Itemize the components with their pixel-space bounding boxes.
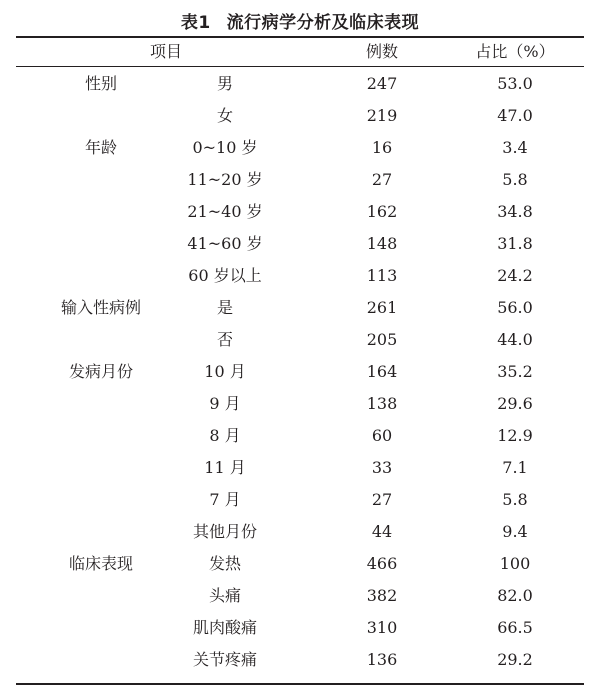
subcategory-cell: 是 <box>216 298 233 317</box>
count-cell: 16 <box>371 138 393 157</box>
table-row <box>0 132 600 164</box>
percent-cell: 24.2 <box>497 266 533 285</box>
count-cell: 27 <box>371 490 393 509</box>
table-row <box>0 356 600 388</box>
percent-cell: 3.4 <box>502 138 528 157</box>
count-cell: 60 <box>371 426 393 445</box>
count-cell: 148 <box>366 234 398 253</box>
table-row <box>0 420 600 452</box>
count-cell: 205 <box>366 330 398 349</box>
caption-number: 表1 <box>180 13 211 33</box>
subcategory-cell: 9 月 <box>209 394 241 413</box>
table-caption <box>0 8 600 33</box>
subcategory-cell: 8 月 <box>209 426 241 445</box>
subcategory-cell: 男 <box>216 74 233 93</box>
header-count: 例数 <box>365 42 398 61</box>
table-row <box>0 164 600 196</box>
table-row <box>0 260 600 292</box>
count-cell: 44 <box>371 522 393 541</box>
percent-cell: 53.0 <box>497 74 533 93</box>
table-row <box>0 644 600 676</box>
subcategory-cell: 其他月份 <box>192 522 257 541</box>
header-item: 项目 <box>149 42 182 61</box>
table-row <box>0 612 600 644</box>
table-row <box>0 484 600 516</box>
subcategory-cell: 7 月 <box>209 490 241 509</box>
percent-cell: 82.0 <box>497 586 533 605</box>
percent-cell: 29.6 <box>497 394 533 413</box>
percent-cell: 66.5 <box>497 618 533 637</box>
category-cell: 年龄 <box>84 138 117 157</box>
category-cell: 发病月份 <box>68 362 133 381</box>
bottom-rule <box>16 683 584 685</box>
percent-cell: 7.1 <box>502 458 528 477</box>
percent-cell: 34.8 <box>497 202 533 221</box>
subcategory-cell: 41~60 岁 <box>187 234 263 253</box>
percent-cell: 31.8 <box>497 234 533 253</box>
count-cell: 162 <box>366 202 398 221</box>
caption-title: 流行病学分析及临床表现 <box>226 13 420 33</box>
subcategory-cell: 关节疼痛 <box>192 650 257 669</box>
table-row <box>0 580 600 612</box>
count-cell: 113 <box>366 266 398 285</box>
count-cell: 27 <box>371 170 393 189</box>
subcategory-cell: 否 <box>216 330 233 349</box>
subcategory-cell: 11 月 <box>204 458 246 477</box>
count-cell: 310 <box>366 618 398 637</box>
table-row <box>0 292 600 324</box>
category-cell: 输入性病例 <box>60 298 141 317</box>
percent-cell: 5.8 <box>502 490 528 509</box>
table-row <box>0 228 600 260</box>
percent-cell: 5.8 <box>502 170 528 189</box>
subcategory-cell: 发热 <box>208 554 241 573</box>
header-percent: 占比（%） <box>475 42 555 61</box>
count-cell: 466 <box>366 554 398 573</box>
category-cell: 性别 <box>84 74 117 93</box>
subcategory-cell: 女 <box>216 106 233 125</box>
table-row <box>0 68 600 100</box>
percent-cell: 35.2 <box>497 362 533 381</box>
subcategory-cell: 肌肉酸痛 <box>192 618 257 637</box>
count-cell: 33 <box>371 458 393 477</box>
count-cell: 138 <box>366 394 398 413</box>
subcategory-cell: 0~10 岁 <box>192 138 258 157</box>
subcategory-cell: 21~40 岁 <box>187 202 263 221</box>
percent-cell: 47.0 <box>497 106 533 125</box>
count-cell: 136 <box>366 650 398 669</box>
subcategory-cell: 头痛 <box>208 586 241 605</box>
table-row <box>0 100 600 132</box>
count-cell: 164 <box>366 362 398 381</box>
subcategory-cell: 10 月 <box>204 362 246 381</box>
header-rule <box>16 66 584 67</box>
subcategory-cell: 60 岁以上 <box>188 266 262 285</box>
table-row <box>0 516 600 548</box>
percent-cell: 44.0 <box>497 330 533 349</box>
count-cell: 382 <box>366 586 398 605</box>
table-row <box>0 548 600 580</box>
table-row <box>0 196 600 228</box>
table-row <box>0 388 600 420</box>
percent-cell: 9.4 <box>502 522 528 541</box>
table-row <box>0 324 600 356</box>
count-cell: 247 <box>366 74 398 93</box>
category-cell: 临床表现 <box>68 554 133 573</box>
percent-cell: 100 <box>499 554 531 573</box>
count-cell: 261 <box>366 298 398 317</box>
table-row <box>0 452 600 484</box>
percent-cell: 29.2 <box>497 650 533 669</box>
count-cell: 219 <box>366 106 398 125</box>
percent-cell: 12.9 <box>497 426 533 445</box>
subcategory-cell: 11~20 岁 <box>187 170 263 189</box>
percent-cell: 56.0 <box>497 298 533 317</box>
